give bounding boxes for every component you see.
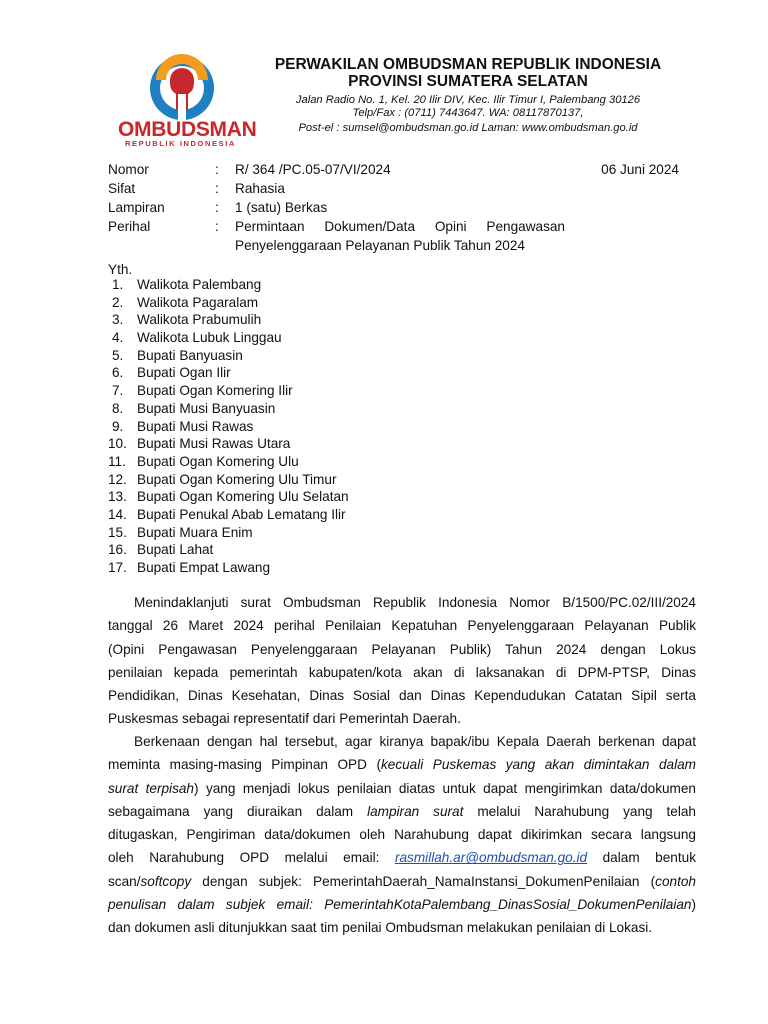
recipient-item: 3. Walikota Prabumulih bbox=[112, 312, 262, 328]
letter-date: 06 Juni 2024 bbox=[601, 162, 679, 177]
recipient-item: 5. Bupati Banyuasin bbox=[112, 347, 243, 363]
meta-nomor: Nomor : R/ 364 /PC.05-07/VI/2024 06 Juni 2024 bbox=[108, 162, 679, 177]
letter-number: R/ 364 /PC.05-07/VI/2024 bbox=[235, 162, 391, 177]
recipient-item: 4. Walikota Lubuk Linggau bbox=[112, 330, 282, 346]
recipient-item: 1. Walikota Palembang bbox=[112, 277, 262, 292]
recipient-item: 17. Bupati Empat Lawang bbox=[108, 560, 271, 575]
recipient-item: 8. Bupati Musi Banyuasin bbox=[112, 400, 276, 416]
subject-line1: Permintaan Dokumen/Data Opini Pengawasan bbox=[235, 219, 565, 234]
salutation: Yth. bbox=[108, 262, 133, 277]
recipient-item: 14. Bupati Penukal Abab Lematang Ilir bbox=[108, 506, 346, 522]
recipient-item: 6. Bupati Ogan Ilir bbox=[112, 365, 231, 381]
letter-meta bbox=[108, 160, 683, 253]
recipient-item: 11. Bupati Ogan Komering Ulu bbox=[108, 453, 299, 469]
recipient-item: 15. Bupati Muara Enim bbox=[108, 524, 253, 540]
letterhead bbox=[0, 0, 768, 150]
org-name-line2: PROVINSI SUMATERA SELATAN bbox=[348, 73, 588, 90]
logo-subtitle: REPUBLIK INDONESIA bbox=[125, 139, 236, 148]
org-name-line1: PERWAKILAN OMBUDSMAN REPUBLIK INDONESIA bbox=[274, 56, 662, 73]
address-line2: Telp/Fax : (0711) 7443647. WA: 08117870137, bbox=[352, 107, 584, 119]
recipient-item: 7. Bupati Ogan Komering Ilir bbox=[112, 383, 293, 399]
recipient-item: 10. Bupati Musi Rawas Utara bbox=[108, 436, 291, 452]
recipient-item: 2. Walikota Pagaralam bbox=[112, 294, 259, 310]
recipient-item: 9. Bupati Musi Rawas bbox=[112, 418, 254, 434]
contact-email-link[interactable]: rasmillah.ar@ombudsman.go.id bbox=[394, 850, 588, 866]
paragraph-2: Berkenaan dengan hal tersebut, agar kiranya bapak/ibu Kepala Daerah berkenan dapat meminta masing-masing Pimpinan OPD (kecuali Puskemas yang akan dimintakan dalam surat terpisah) yang menjadi lokus penilaian diatas untuk dapat mengirimkan data/dokumen sebagaimana yang diuraikan dalam lampiran surat melalui Narahubung yang telah ditugaskan, Pengiriman data/dokumen oleh Narahubung dapat dikirimkan secara langsung oleh Narahubung OPD melalui email: rasmillah.ar@ombudsman.go.id dalam bentuk scan/softcopy dengan subjek: PemerintahDaerah_NamaInstansi_DokumenPenilaian (contoh penulisan dalam subjek email: PemerintahKotaPalembang_DinasSosial_DokumenPenilaian) dan dokumen asli ditunjukkan saat tim penilai Ombudsman melakukan penilaian di Lokasi. bbox=[108, 734, 696, 936]
recipient-item: 16. Bupati Lahat bbox=[108, 542, 214, 558]
meta-lampiran: Lampiran : 1 (satu) Berkas bbox=[108, 200, 328, 215]
meta-perihal: Perihal : Permintaan Dokumen/Data Opini Pengawasan Penyelenggaraan Pelayanan Publik Tahun 2024 bbox=[108, 219, 565, 253]
paragraph-1: Menindaklanjuti surat Ombudsman Republik Indonesia Nomor B/1500/PC.02/III/2024 tanggal 26 Maret 2024 perihal Penilaian Kepatuhan Penyelenggaraan Pelayanan Publik (Opini Pengawasan Penyelenggaraan Pelayanan Publik) Tahun 2024 dengan Lokus penilaian kepada pemerintah kabupaten/kota akan di laksanakan di DPM-PTSP, Dinas Pendidikan, Dinas Kesehatan, Dinas Sosial dan Dinas Kependudukan Catatan Sipil serta Puskesmas sebagai representatif dari Pemerintah Daerah. bbox=[108, 595, 696, 727]
recipient-item: 13. Bupati Ogan Komering Ulu Selatan bbox=[108, 489, 349, 505]
subject-line2: Penyelenggaraan Pelayanan Publik Tahun 2024 bbox=[235, 238, 525, 253]
recipient-list bbox=[108, 276, 349, 577]
address-line3: Post-el : sumsel@ombudsman.go.id Laman: www.ombudsman.go.id bbox=[298, 122, 638, 134]
logo-wordmark: OMBUDSMAN bbox=[118, 118, 257, 141]
recipient-item: 12. Bupati Ogan Komering Ulu Timur bbox=[108, 471, 337, 487]
address-line1: Jalan Radio No. 1, Kel. 20 Ilir DIV, Kec. Ilir Timur I, Palembang 30126 bbox=[295, 94, 641, 106]
meta-sifat: Sifat : Rahasia bbox=[108, 181, 285, 196]
